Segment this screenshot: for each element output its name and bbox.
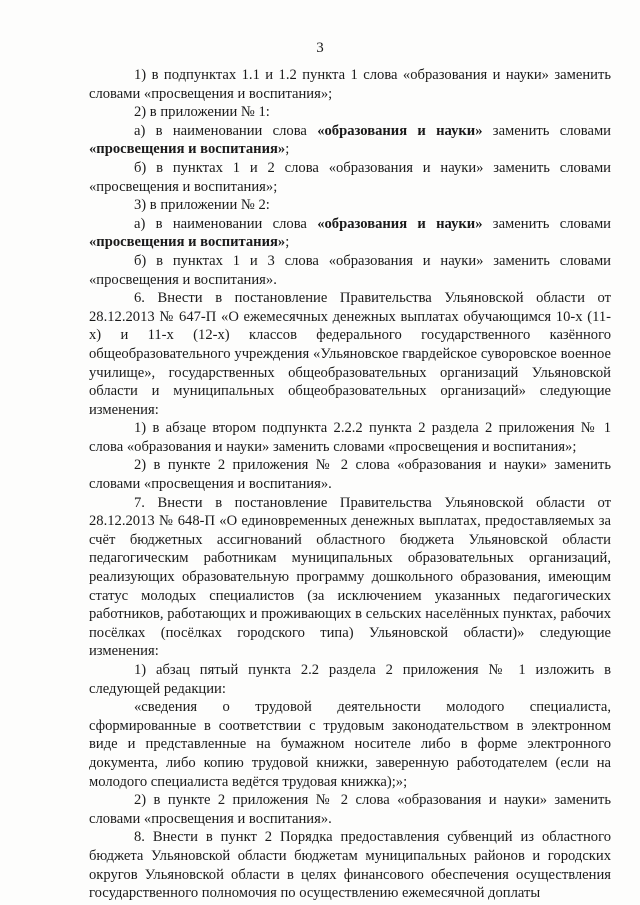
paragraph-1: 1) в подпунктах 1.1 и 1.2 пункта 1 слова «образования и науки» заменить словами «просвещения и воспитания»; (89, 67, 611, 102)
quoted-paragraph: «сведения о трудовой деятельности молодого специалиста, сформированные в соответствии с трудовым законодательством в электронном виде и представленные на бумажном носителе либо в форме электронного документа, либо копию трудовой книжки, заверенную работодателем (если на молодого специалиста ведётся трудовая книжка);»; (89, 699, 611, 790)
bold-phrase: «просвещения и воспитания» (89, 141, 286, 158)
paragraph-9: 1) в абзаце втором подпункта 2.2.2 пункта 2 раздела 2 приложения № 1 слова «образования и науки» заменить словами «просвещения и воспитания»; (89, 420, 611, 455)
paragraph-4: б) в пунктах 1 и 2 слова «образования и науки» заменить словами «просвещения и воспитания»; (89, 159, 611, 195)
page-number: 3 (316, 40, 324, 56)
paragraph-8: 6. Внести в постановление Правительства Ульяновской области от 28.12.2013 № 647-П «О ежемесячных денежных выплатах обучающимся 10-х (11-х) и 11-х (12-х) классов федерального государственного казённого общеобразовательного учреждения «Ульяновское гвардейское суворовское военное училище», государственных общеобразовательных организаций Ульяновской области и муниципальных общеобразовательных организаций» следующие изменения: (89, 290, 611, 418)
bold-phrase: «образования и науки» (317, 122, 483, 139)
paragraph-12: 1) абзац пятый пункта 2.2 раздела 2 приложения № 1 изложить в следующей редакции: (89, 662, 611, 697)
paragraph-14: 2) в пункте 2 приложения № 2 слова «образования и науки» заменить словами «просвещения и воспитания». (89, 792, 611, 827)
paragraph-3: а) в наименовании слова «образования и науки» заменить словами «просвещения и воспитания»; (89, 122, 611, 158)
bold-phrase: «образования и науки» (317, 215, 483, 232)
document-body (89, 66, 611, 903)
paragraph-7: б) в пунктах 1 и 3 слова «образования и науки» заменить словами «просвещения и воспитания». (89, 252, 611, 288)
paragraph-5: 3) в приложении № 2: (134, 197, 270, 214)
paragraph-15: 8. Внести в пункт 2 Порядка предоставления субвенций из областного бюджета Ульяновской области бюджетам муниципальных районов и городских округов Ульяновской области в целях финансового обеспечения осуществления государственного полномочия по осуществлению ежемесячной доплаты (89, 829, 611, 902)
bold-phrase: «просвещения и воспитания» (89, 234, 286, 251)
paragraph-2: 2) в приложении № 1: (134, 104, 270, 121)
paragraph-11: 7. Внести в постановление Правительства Ульяновской области от 28.12.2013 № 648-П «О единовременных денежных выплатах, предоставляемых за счёт бюджетных ассигнований областного бюджета Ульяновской области педагогическим работникам муниципальных образовательных организаций, реализующих образовательную программу дошкольного образования, имеющим статус молодых специалистов (за исключением указанных педагогических работников, работающих и проживающих в сельских населённых пунктах, рабочих посёлках (посёлках городского типа) Ульяновской области)» следующие изменения: (89, 494, 611, 660)
paragraph-10: 2) в пункте 2 приложения № 2 слова «образования и науки» заменить словами «просвещения и воспитания». (89, 457, 611, 493)
paragraph-6: а) в наименовании слова «образования и науки» заменить словами «просвещения и воспитания»; (89, 215, 611, 251)
